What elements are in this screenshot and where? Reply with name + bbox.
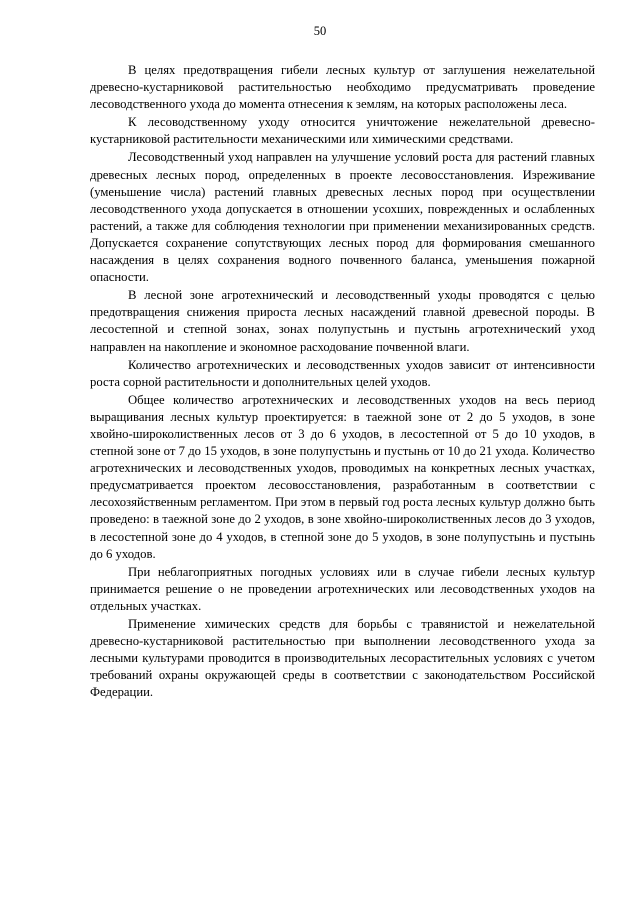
page-number: 50 xyxy=(313,24,327,38)
paragraph: В лесной зоне агротехнический и лесоводственный уходы проводятся с целью предотвращения снижения прироста лесных насаждений главной древесной породы. В лесостепной и степной зонах, зонах полупустынь и пустынь агротехнический уход направлен на накопление и экономное расходование почвенной влаги. xyxy=(90,288,595,354)
paragraph: Количество агротехнических и лесоводственных уходов зависит от интенсивности роста сорной растительности и дополнительных целей уходов. xyxy=(90,357,595,389)
paragraph: К лесоводственному уходу относится уничтожение нежелательной древесно-кустарниковой растительности механическими или химическими средствами. xyxy=(90,115,595,147)
paragraph: Общее количество агротехнических и лесоводственных уходов на весь период выращивания лесных культур проектируется: в таежной зоне от 2 до 5 уходов, в зоне хвойно-широколиственных лесов от 3 до 6 уходов, в лесостепной от 5 до 10 уходов, в степной зоне от 7 до 15 уходов, в зоне полупустынь и пустынь от 10 до 21 ухода. Количество агротехнических и лесоводственных уходов, проводимых на конкретных лесных участках, предусматривается проектом лесовосстановления, разработанным в соответствии с лесохозяйственным регламентом. При этом в первый год роста лесных культур должно быть проведено: в таежной зоне до 2 уходов, в зоне хвойно-широколиственных лесов до 3 уходов, в лесостепной зоне до 4 уходов, в степной зоне до 5 уходов, в зоне полупустынь и пустынь до 6 уходов. xyxy=(90,392,595,561)
document-body xyxy=(90,62,595,702)
paragraph: В целях предотвращения гибели лесных культур от заглушения нежелательной древесно-кустарниковой растительностью необходимо предусматривать проведение лесоводственного ухода до момента отнесения к землям, на которых расположены леса. xyxy=(90,63,595,112)
paragraph: Лесоводственный уход направлен на улучшение условий роста для растений главных древесных лесных пород, определенных в проекте лесовосстановления. Изреживание (уменьшение числа) растений главных древесных лесных пород при осуществлении лесоводственного ухода допускается в отношении усохших, поврежденных и ослабленных растений, а также для соблюдения технологии при применении механизированных средств. Допускается сохранение сопутствующих лесных пород для формирования смешанного насаждения в целях сохранения водного почвенного баланса, уменьшения пожарной опасности. xyxy=(90,150,595,285)
paragraph: Применение химических средств для борьбы с травянистой и нежелательной древесно-кустарниковой растительностью при выполнении лесоводственного ухода за лесными культурами проводится в производительных лесорастительных условиях с учетом требований охраны окружающей среды в соответствии с законодательством Российской Федерации. xyxy=(90,617,595,700)
paragraph: При неблагоприятных погодных условиях или в случае гибели лесных культур принимается решение о не проведении агротехнических или лесоводственных уходов на отдельных участках. xyxy=(90,564,595,613)
